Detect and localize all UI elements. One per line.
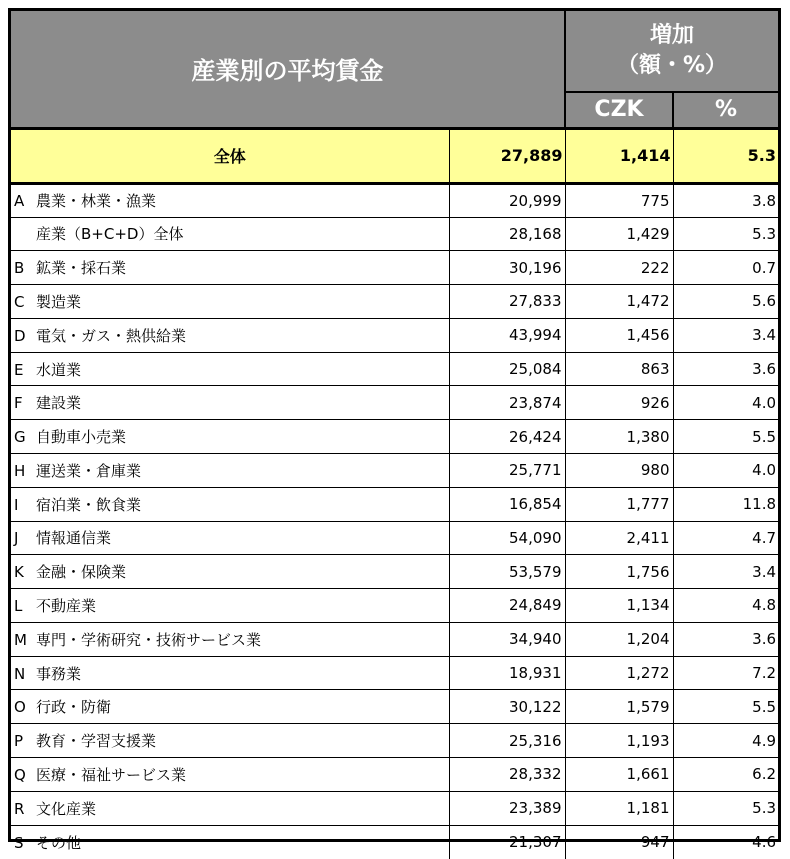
industry-code: K (14, 563, 24, 582)
industry-name: 鉱業・採石業 (36, 259, 127, 278)
column-header-czk: CZK (565, 92, 673, 128)
table-row (11, 251, 778, 285)
industry-code: R (14, 799, 25, 818)
industry-cell (11, 251, 449, 285)
industry-code: M (14, 630, 27, 649)
industry-code: I (14, 495, 19, 514)
industry-name: 宿泊業・飲食業 (36, 495, 142, 514)
industry-name: 運送業・倉庫業 (36, 461, 142, 480)
industry-cell (11, 791, 449, 825)
industry-cell (11, 386, 449, 420)
increase-czk: 863 (565, 352, 673, 386)
industry-name: 製造業 (36, 292, 82, 311)
table-row (11, 555, 778, 589)
industry-code: L (14, 596, 23, 615)
increase-pct: 4.6 (752, 833, 777, 852)
table-row (11, 690, 778, 724)
increase-czk: 775 (565, 183, 673, 217)
industry-cell (11, 622, 449, 656)
industry-code: E (14, 360, 24, 379)
increase-pct: 3.6 (673, 622, 778, 656)
average-wage: 24,849 (449, 589, 565, 623)
industry-cell (11, 758, 449, 792)
table-row (11, 825, 778, 859)
industry-code: S (14, 833, 24, 852)
industry-cell (11, 352, 449, 386)
table-row (11, 386, 778, 420)
industry-cell (11, 285, 449, 319)
industry-cell (11, 555, 449, 589)
table-row (11, 791, 778, 825)
increase-pct: 5.3 (673, 791, 778, 825)
average-wage: 53,579 (449, 555, 565, 589)
industry-cell (11, 825, 449, 859)
industry-cell (11, 487, 449, 521)
table-row (11, 521, 778, 555)
total-czk: 1,414 (565, 128, 673, 183)
average-wage: 28,332 (449, 758, 565, 792)
industry-code: A (14, 192, 25, 211)
industry-name: 電気・ガス・熱供給業 (36, 326, 187, 345)
increase-pct: 6.2 (673, 758, 778, 792)
average-wage: 30,122 (449, 690, 565, 724)
industry-name: 金融・保険業 (36, 563, 127, 582)
industry-name: 自動車小売業 (36, 428, 127, 447)
average-wage: 16,854 (449, 487, 565, 521)
increase-pct: 0.7 (673, 251, 778, 285)
industry-code: H (14, 461, 26, 480)
industry-cell (11, 589, 449, 623)
table-row (11, 656, 778, 690)
average-wage: 25,316 (449, 724, 565, 758)
increase-czk: 1,272 (565, 656, 673, 690)
industry-name: 教育・学習支援業 (36, 732, 157, 751)
industry-name: 情報通信業 (36, 529, 112, 548)
industry-code: B (14, 259, 25, 278)
industry-name: 行政・防衛 (36, 698, 112, 717)
increase-pct: 5.5 (673, 690, 778, 724)
average-wage: 28,168 (449, 217, 565, 251)
industry-name: 不動産業 (36, 596, 97, 615)
industry-name: 建設業 (36, 394, 82, 413)
table-title: 産業別の平均賃金 (11, 11, 565, 128)
increase-czk: 1,456 (565, 318, 673, 352)
industry-cell (11, 420, 449, 454)
wage-table-container (8, 8, 781, 852)
increase-czk: 1,204 (565, 622, 673, 656)
industry-code: F (14, 394, 23, 413)
increase-czk: 1,579 (565, 690, 673, 724)
increase-czk: 1,181 (565, 791, 673, 825)
increase-header-line2: （額・%） (616, 53, 728, 78)
average-wage: 23,874 (449, 386, 565, 420)
average-wage: 25,084 (449, 352, 565, 386)
increase-header-line1: 増加 (650, 23, 695, 48)
industry-name: 農業・林業・漁業 (36, 192, 157, 211)
table-row (11, 724, 778, 758)
table-row (11, 622, 778, 656)
increase-header (565, 11, 778, 92)
total-average: 27,889 (449, 128, 565, 183)
average-wage: 30,196 (449, 251, 565, 285)
industry-code: O (14, 698, 26, 717)
increase-pct: 5.5 (673, 420, 778, 454)
industry-cell (11, 724, 449, 758)
industry-code: Q (14, 765, 26, 784)
industry-cell (11, 453, 449, 487)
increase-pct: 11.8 (673, 487, 778, 521)
industry-code: P (14, 732, 24, 751)
table-row (11, 453, 778, 487)
table-row (11, 758, 778, 792)
average-wage: 27,833 (449, 285, 565, 319)
table-row (11, 217, 778, 251)
total-row (11, 128, 778, 183)
industry-cell (11, 656, 449, 690)
average-wage: 43,994 (449, 318, 565, 352)
table-row (11, 285, 778, 319)
increase-czk: 947 (565, 825, 673, 859)
increase-pct: 4.8 (673, 589, 778, 623)
increase-czk: 1,134 (565, 589, 673, 623)
table-row (11, 487, 778, 521)
industry-cell (11, 183, 449, 217)
industry-cell (11, 217, 449, 251)
increase-czk: 1,756 (565, 555, 673, 589)
increase-pct: 3.8 (673, 183, 778, 217)
increase-pct: 3.4 (673, 555, 778, 589)
industry-code: G (14, 428, 26, 447)
industry-name: 専門・学術研究・技術サービス業 (36, 630, 262, 649)
increase-pct: 7.2 (673, 656, 778, 690)
total-pct: 5.3 (673, 128, 778, 183)
average-wage: 21,307 (449, 825, 565, 859)
increase-czk: 1,380 (565, 420, 673, 454)
increase-pct: 4.0 (673, 386, 778, 420)
wage-table (11, 11, 778, 859)
average-wage: 25,771 (449, 453, 565, 487)
industry-name: 水道業 (36, 360, 82, 379)
average-wage: 18,931 (449, 656, 565, 690)
increase-pct: 4.9 (673, 724, 778, 758)
increase-pct: 5.6 (673, 285, 778, 319)
industry-code: N (14, 664, 26, 683)
increase-czk: 1,777 (565, 487, 673, 521)
industry-name: その他 (36, 833, 82, 852)
increase-pct: 4.0 (673, 453, 778, 487)
industry-cell (11, 318, 449, 352)
average-wage: 23,389 (449, 791, 565, 825)
total-label: 全体 (11, 128, 449, 183)
increase-pct: 4.7 (673, 521, 778, 555)
increase-czk: 2,411 (565, 521, 673, 555)
increase-czk: 1,472 (565, 285, 673, 319)
increase-czk: 1,661 (565, 758, 673, 792)
average-wage: 54,090 (449, 521, 565, 555)
industry-code: J (14, 529, 19, 548)
increase-pct: 3.6 (673, 352, 778, 386)
table-row (11, 589, 778, 623)
table-row (11, 183, 778, 217)
column-header-pct: % (673, 92, 778, 128)
average-wage: 20,999 (449, 183, 565, 217)
increase-pct: 5.3 (673, 217, 778, 251)
industry-cell (11, 690, 449, 724)
increase-czk: 980 (565, 453, 673, 487)
industry-cell (11, 521, 449, 555)
table-row (11, 352, 778, 386)
increase-czk: 222 (565, 251, 673, 285)
increase-czk: 1,193 (565, 724, 673, 758)
industry-code: C (14, 292, 25, 311)
increase-czk: 926 (565, 386, 673, 420)
average-wage: 34,940 (449, 622, 565, 656)
industry-name: 文化産業 (36, 799, 97, 818)
increase-czk: 1,429 (565, 217, 673, 251)
increase-pct: 3.4 (673, 318, 778, 352)
average-wage: 26,424 (449, 420, 565, 454)
industry-name: 医療・福祉サービス業 (36, 765, 187, 784)
table-row (11, 420, 778, 454)
table-row (11, 318, 778, 352)
industry-name: 事務業 (36, 664, 82, 683)
industry-code: D (14, 326, 26, 345)
industry-name: 産業（B+C+D）全体 (36, 225, 184, 244)
